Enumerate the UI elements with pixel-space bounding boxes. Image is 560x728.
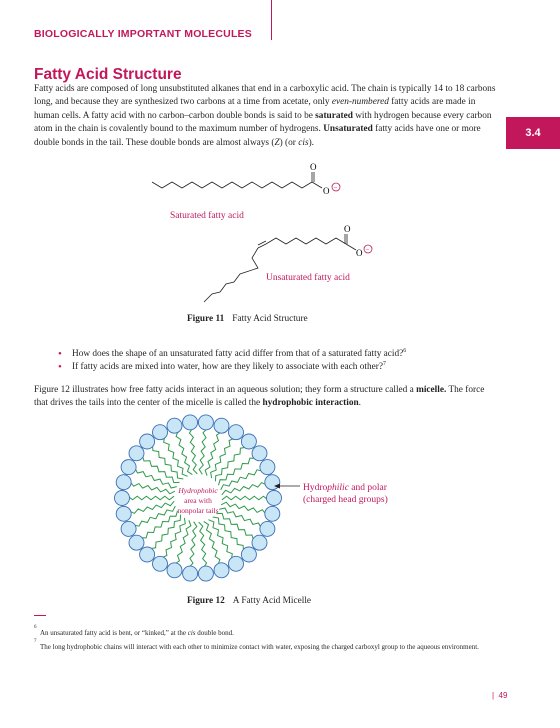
saturated-label: Saturated fatty acid bbox=[170, 211, 244, 221]
nonpolar-tail bbox=[221, 502, 266, 514]
page-number: | 49 bbox=[492, 691, 508, 700]
polar-head bbox=[241, 434, 256, 449]
polar-head bbox=[129, 535, 144, 550]
polar-head bbox=[214, 563, 229, 578]
polar-head bbox=[241, 547, 256, 562]
polar-head bbox=[267, 491, 282, 506]
nonpolar-tail bbox=[222, 496, 268, 500]
polar-head bbox=[260, 460, 275, 475]
nonpolar-tail bbox=[135, 468, 177, 488]
saturated-oxygen-o: O bbox=[323, 186, 330, 196]
nonpolar-tail bbox=[199, 522, 207, 568]
nonpolar-tail bbox=[199, 429, 207, 475]
polar-head bbox=[265, 506, 280, 521]
nonpolar-tail bbox=[216, 513, 253, 540]
unsaturated-carbonyl-o: O bbox=[344, 224, 351, 234]
unsaturated-chain-lower bbox=[204, 248, 258, 302]
nonpolar-tail bbox=[208, 520, 232, 560]
polar-head bbox=[115, 491, 130, 506]
running-header: BIOLOGICALLY IMPORTANT MOLECULES bbox=[34, 28, 252, 40]
footnote-6: 6 An unsaturated fatty acid is bent, or “kinked,” at the cis double bond. bbox=[34, 625, 234, 637]
nonpolar-tail bbox=[189, 428, 197, 474]
nonpolar-tail bbox=[204, 521, 220, 565]
fatty-acid-structure-diagram bbox=[140, 156, 400, 306]
nonpolar-tail bbox=[142, 455, 179, 482]
saturated-carbonyl-o: O bbox=[310, 162, 317, 172]
nonpolar-tail bbox=[219, 458, 256, 485]
polar-head bbox=[229, 556, 244, 571]
polar-head bbox=[121, 521, 136, 536]
micelle-diagram bbox=[106, 400, 416, 590]
saturated-charge: − bbox=[333, 183, 338, 192]
figure12-caption: Figure 12 A Fatty Acid Micelle bbox=[187, 596, 312, 606]
question-item: • If fatty acids are mixed into water, how are they likely to associate with each other?$^7$ bbox=[58, 361, 406, 374]
unsaturated-chain-upper bbox=[266, 238, 346, 244]
nonpolar-tail bbox=[150, 515, 181, 549]
inner-label-line3: nonpolar tails bbox=[177, 506, 219, 515]
micelle-paragraph: Figure 12 illustrates how free fatty acids interact in an aqueous solution; they form a structure called a micelle. The force that drives the tails into the center of the micelle is called the hydrophobic interaction. bbox=[34, 385, 485, 409]
inner-label-line1: Hydrophobic bbox=[178, 486, 218, 495]
nonpolar-tail bbox=[189, 522, 197, 568]
polar-head bbox=[153, 425, 168, 440]
polar-head bbox=[229, 425, 244, 440]
question-list bbox=[58, 348, 406, 374]
saturated-chain bbox=[152, 182, 312, 188]
polar-head bbox=[153, 556, 168, 571]
nonpolar-tail bbox=[219, 508, 261, 528]
polar-head bbox=[121, 460, 136, 475]
polar-head bbox=[129, 446, 144, 461]
top-divider bbox=[271, 0, 272, 40]
nonpolar-tail bbox=[140, 511, 177, 538]
nonpolar-tail bbox=[175, 520, 191, 564]
polar-head bbox=[140, 547, 155, 562]
figure11-caption: Figure 11 Fatty Acid Structure bbox=[187, 314, 308, 324]
outer-label-line2: (charged head groups) bbox=[303, 495, 388, 505]
outer-label-line1: Hydrophilic and polar bbox=[303, 483, 387, 493]
nonpolar-tail bbox=[215, 447, 246, 481]
unsaturated-label: Unsaturated fatty acid bbox=[266, 273, 350, 283]
nonpolar-tail bbox=[130, 482, 175, 494]
polar-head bbox=[198, 415, 213, 430]
unsaturated-charge: − bbox=[365, 245, 370, 254]
section-title: Fatty Acid Structure bbox=[34, 66, 182, 83]
nonpolar-tail bbox=[176, 431, 192, 475]
polar-head bbox=[116, 475, 131, 490]
intro-paragraph: Fatty acids are composed of long unsubstituted alkanes that end in a carboxylic acid. The chain is typically 14 to 18 carbons long, and because they are synthesized two carbons at a time from acetate, only even-numbered fatty acids are made in human cells. A fatty acid with no carbon–carbon double bonds is said to be saturated with hydrogen because every carbon atom in the chain is covalently bound to the maximum number of hydrogens. Unsaturated fatty acids have one or more double bonds in the tail. These double bonds are almost always (Z) (or cis). bbox=[34, 84, 496, 148]
unsaturated-oxygen-o: O bbox=[356, 248, 363, 258]
section-tab: 3.4 bbox=[506, 117, 560, 149]
polar-head bbox=[167, 418, 182, 433]
polar-head bbox=[198, 566, 213, 581]
polar-head bbox=[183, 566, 198, 581]
polar-head bbox=[116, 506, 131, 521]
polar-head bbox=[167, 563, 182, 578]
polar-head bbox=[252, 535, 267, 550]
question-item: • How does the shape of an unsaturated fatty acid differ from that of a saturated fatty acid?$^6$ bbox=[58, 348, 406, 361]
nonpolar-tail bbox=[205, 432, 221, 476]
polar-head bbox=[183, 415, 198, 430]
nonpolar-tail bbox=[164, 437, 188, 477]
polar-head bbox=[260, 521, 275, 536]
footnote-rule bbox=[34, 615, 46, 616]
inner-label-line2: area with bbox=[184, 496, 212, 505]
polar-head bbox=[214, 418, 229, 433]
footnote-7: 7 The long hydrophobic chains will interact with each other to minimize contact with water, exposing the charged carboxyl group to the aqueous environment. bbox=[34, 639, 479, 651]
polar-head bbox=[252, 446, 267, 461]
nonpolar-tail bbox=[128, 496, 174, 500]
nonpolar-tail bbox=[222, 483, 267, 495]
polar-head bbox=[140, 434, 155, 449]
nonpolar-tail bbox=[129, 501, 174, 513]
